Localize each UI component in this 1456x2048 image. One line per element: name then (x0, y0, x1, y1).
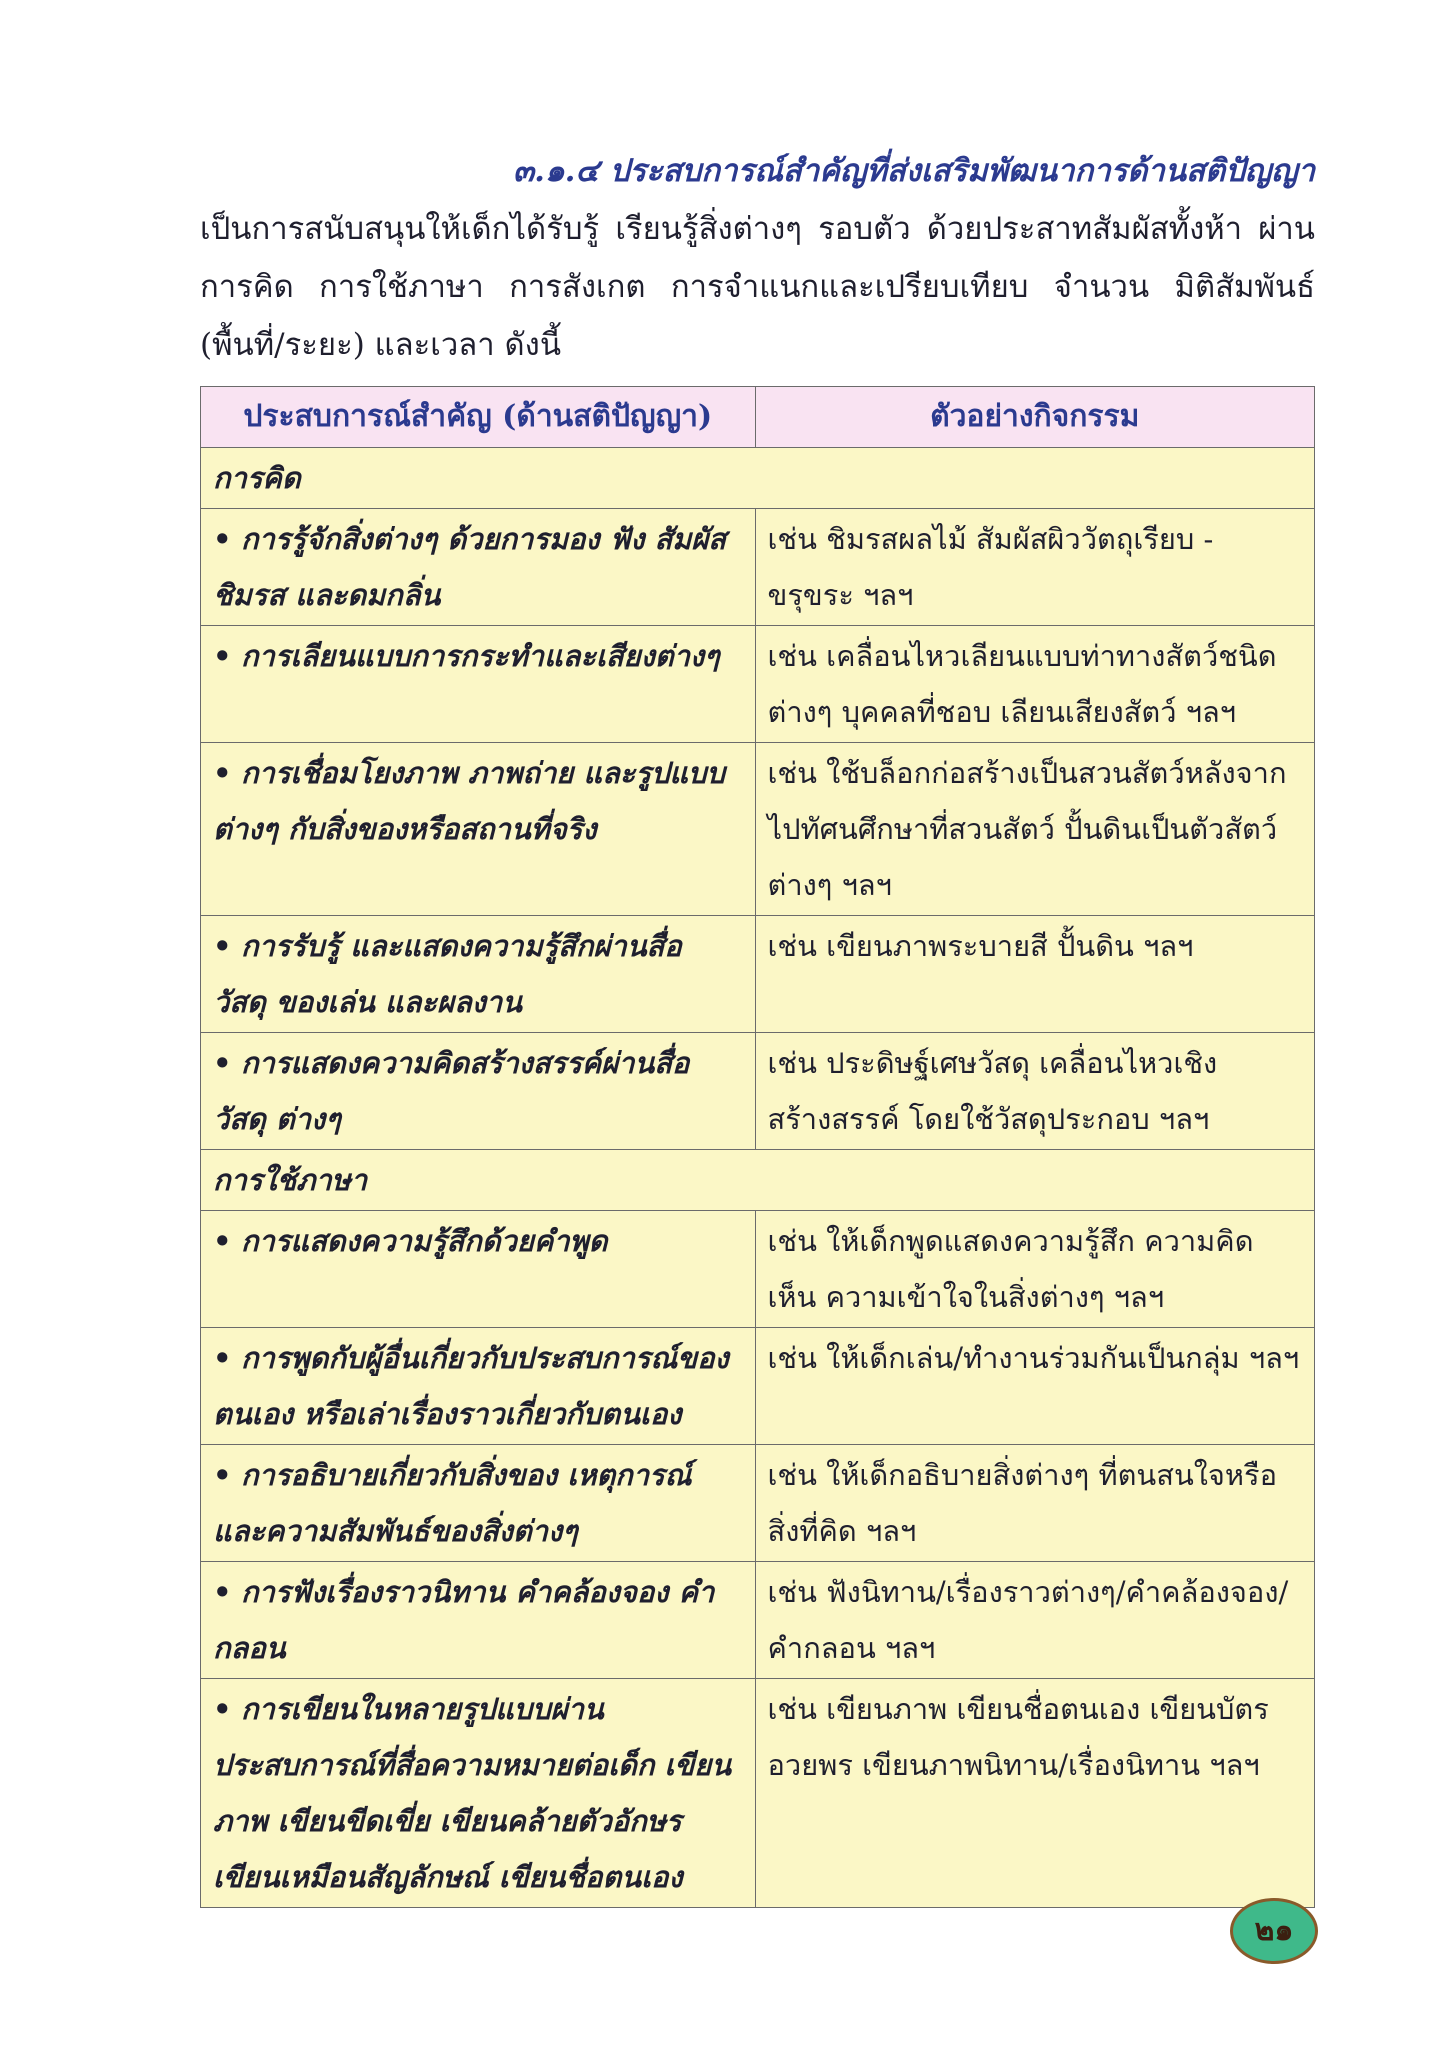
example-cell: เช่น ให้เด็กเล่น/ทำงานร่วมกันเป็นกลุ่ม ฯลฯ (755, 1328, 1314, 1445)
experience-cell: • การพูดกับผู้อื่นเกี่ยวกับประสบการณ์ของตนเอง หรือเล่าเรื่องราวเกี่ยวกับตนเอง (201, 1328, 756, 1445)
table-row (201, 743, 1315, 916)
header-example: ตัวอย่างกิจกรรม (755, 387, 1314, 448)
bullet-icon: • (213, 639, 232, 673)
section-intro: เป็นการสนับสนุนให้เด็กได้รับรู้ เรียนรู้สิ่งต่างๆ รอบตัว ด้วยประสาทสัมผัสทั้งห้า ผ่านการคิด การใช้ภาษา การสังเกต การจำแนกและเปรียบเทียบ จำนวน มิติสัมพันธ์ (พื้นที่/ระยะ) และเวลา ดังนี้ (200, 211, 1315, 363)
example-cell: เช่น ให้เด็กอธิบายสิ่งต่างๆ ที่ตนสนใจหรือสิ่งที่คิด ฯลฯ (755, 1445, 1314, 1562)
experience-cell: • การเลียนแบบการกระทำและเสียงต่างๆ (201, 626, 756, 743)
example-cell: เช่น ใช้บล็อกก่อสร้างเป็นสวนสัตว์หลังจากไปทัศนศึกษาที่สวนสัตว์ ปั้นดินเป็นตัวสัตว์ต่างๆ ฯลฯ (755, 743, 1314, 916)
table-row (201, 1679, 1315, 1908)
bullet-icon: • (213, 1458, 232, 1492)
bullet-icon: • (213, 1341, 232, 1375)
experience-cell: • การเขียนในหลายรูปแบบผ่านประสบการณ์ที่สื่อความหมายต่อเด็ก เขียนภาพ เขียนขีดเขี่ย เขียนคล้ายตัวอักษร เขียนเหมือนสัญลักษณ์ เขียนชื่อตนเอง (201, 1679, 756, 1908)
example-cell: เช่น ให้เด็กพูดแสดงความรู้สึก ความคิดเห็น ความเข้าใจในสิ่งต่างๆ ฯลฯ (755, 1211, 1314, 1328)
table-row (201, 1033, 1315, 1150)
bullet-icon: • (213, 1575, 232, 1609)
bullet-icon: • (213, 1224, 232, 1258)
experience-table (200, 386, 1315, 1908)
experience-cell: • การรู้จักสิ่งต่างๆ ด้วยการมอง ฟัง สัมผัส ชิมรส และดมกลิ่น (201, 509, 756, 626)
bullet-icon: • (213, 522, 232, 556)
example-cell: เช่น ชิมรสผลไม้ สัมผัสผิววัตถุเรียบ - ขรุขระ ฯลฯ (755, 509, 1314, 626)
bullet-icon: • (213, 756, 232, 790)
group-title: การคิด (201, 448, 1315, 509)
experience-cell: • การรับรู้ และแสดงความรู้สึกผ่านสื่อ วัสดุ ของเล่น และผลงาน (201, 916, 756, 1033)
experience-cell: • การแสดงความคิดสร้างสรรค์ผ่านสื่อ วัสดุ ต่างๆ (201, 1033, 756, 1150)
page-number-badge: ๒๑ (1230, 1898, 1318, 1964)
example-cell: เช่น ฟังนิทาน/เรื่องราวต่างๆ/คำคล้องจอง/คำกลอน ฯลฯ (755, 1562, 1314, 1679)
section-title: ๓.๑.๔ ประสบการณ์สำคัญที่ส่งเสริมพัฒนาการด้านสติปัญญา (512, 153, 1315, 189)
bullet-icon: • (213, 1046, 232, 1080)
table-row (201, 626, 1315, 743)
bullet-icon: • (213, 929, 232, 963)
table-header-row (201, 387, 1315, 448)
group-title: การใช้ภาษา (201, 1150, 1315, 1211)
group-row (201, 448, 1315, 509)
example-cell: เช่น เคลื่อนไหวเลียนแบบท่าทางสัตว์ชนิดต่างๆ บุคคลที่ชอบ เลียนเสียงสัตว์ ฯลฯ (755, 626, 1314, 743)
table-row (201, 1445, 1315, 1562)
table-row (201, 509, 1315, 626)
table-row (201, 1328, 1315, 1445)
header-experience: ประสบการณ์สำคัญ (ด้านสติปัญญา) (201, 387, 756, 448)
experience-cell: • การฟังเรื่องราวนิทาน คำคล้องจอง คำกลอน (201, 1562, 756, 1679)
bullet-icon: • (213, 1692, 232, 1726)
experience-cell: • การอธิบายเกี่ยวกับสิ่งของ เหตุการณ์ และความสัมพันธ์ของสิ่งต่างๆ (201, 1445, 756, 1562)
table-row (201, 1211, 1315, 1328)
table-row (201, 916, 1315, 1033)
example-cell: เช่น ประดิษฐ์เศษวัสดุ เคลื่อนไหวเชิงสร้างสรรค์ โดยใช้วัสดุประกอบ ฯลฯ (755, 1033, 1314, 1150)
example-cell: เช่น เขียนภาพ เขียนชื่อตนเอง เขียนบัตรอวยพร เขียนภาพนิทาน/เรื่องนิทาน ฯลฯ (755, 1679, 1314, 1908)
group-row (201, 1150, 1315, 1211)
experience-cell: • การเชื่อมโยงภาพ ภาพถ่าย และรูปแบบต่างๆ กับสิ่งของหรือสถานที่จริง (201, 743, 756, 916)
table-row (201, 1562, 1315, 1679)
section-heading (200, 142, 1315, 374)
experience-cell: • การแสดงความรู้สึกด้วยคำพูด (201, 1211, 756, 1328)
example-cell: เช่น เขียนภาพระบายสี ปั้นดิน ฯลฯ (755, 916, 1314, 1033)
